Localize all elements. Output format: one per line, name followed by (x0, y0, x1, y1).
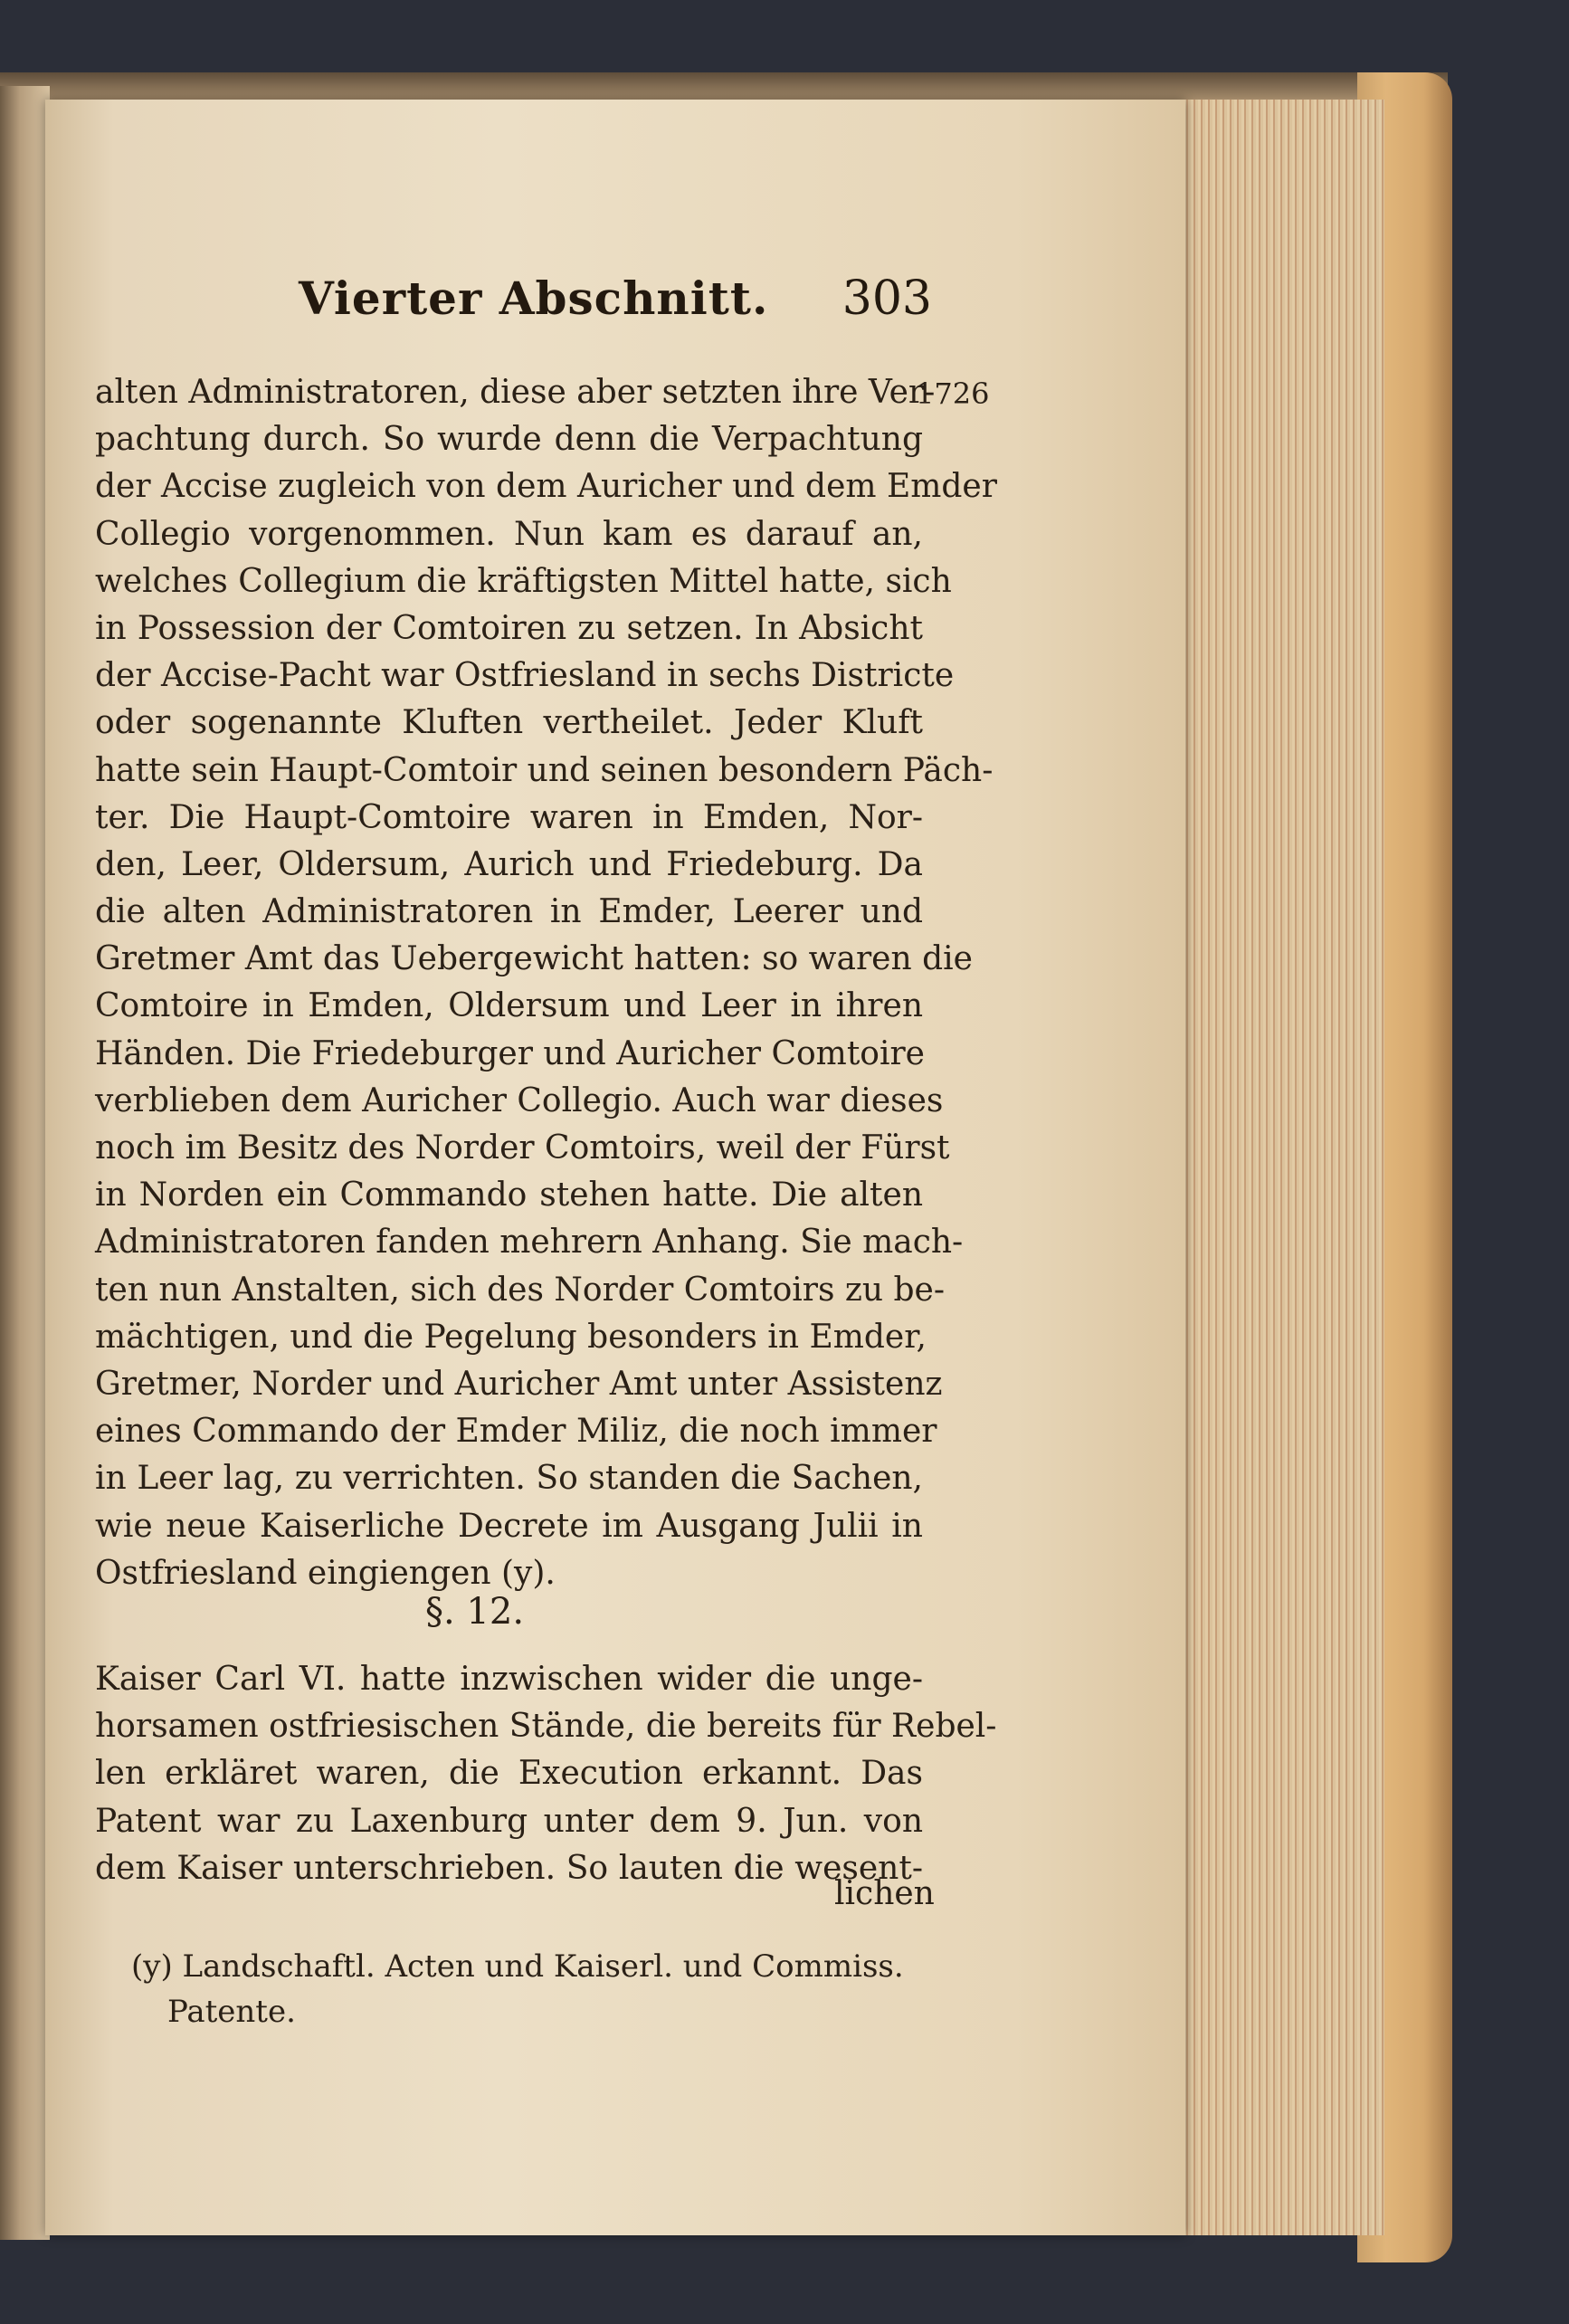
text-line: hatte sein Haupt-Comtoir und seinen besondern Päch- (95, 751, 994, 789)
text-line: noch im Besitz des Norder Comtoirs, weil der Fürst (95, 1129, 950, 1167)
text-line: eines Commando der Emder Miliz, die noch immer (95, 1413, 937, 1451)
text-line: dem Kaiser unterschrieben. So lauten die wesent- (95, 1849, 923, 1887)
text-line: welches Collegium die kräftigsten Mittel hatte, sich (95, 562, 952, 600)
text-line: in Leer lag, zu verrichten. So standen die Sachen, (95, 1460, 923, 1498)
text-line: Kaiser Carl VI. hatte inzwischen wider die unge- (95, 1661, 923, 1698)
text-line: pachtung durch. So wurde denn die Verpachtung (95, 421, 923, 459)
paragraph-2 (95, 1656, 997, 1892)
running-head (299, 271, 932, 344)
text-line: ten nun Anstalten, sich des Norder Comtoirs zu be- (95, 1271, 946, 1309)
text-line: wie neue Kaiserliche Decrete im Ausgang Julii in (95, 1507, 923, 1545)
text-line: in Possession der Comtoiren zu setzen. In Absicht (95, 609, 923, 647)
text-line: alten Administratoren, diese aber setzten ihre Ver- (95, 374, 936, 411)
page-number: 303 (842, 271, 932, 326)
footnote (131, 1944, 927, 2034)
text-line: Händen. Die Friedeburger und Auricher Comtoire (95, 1034, 925, 1072)
page-edges (1176, 100, 1384, 2235)
text-line: Gretmer Amt das Uebergewicht hatten: so waren die (95, 940, 973, 978)
section-number: §. 12. (425, 1591, 525, 1633)
chapter-title: Vierter Abschnitt. (299, 271, 769, 325)
text-line: Comtoire in Emden, Oldersum und Leer in ihren (95, 987, 923, 1025)
text-line: len erkläret waren, die Execution erkannt. Das (95, 1755, 923, 1793)
text-line: horsamen ostfriesischen Stände, die bereits für Rebel- (95, 1708, 997, 1746)
text-line: Patent war zu Laxenburg unter dem 9. Jun. von (95, 1802, 923, 1840)
footnote-line: (y) Landschaftl. Acten und Kaiserl. und Commiss. (131, 1948, 904, 1985)
text-line: ter. Die Haupt-Comtoire waren in Emden, Nor- (95, 798, 923, 836)
text-line: die alten Administratoren in Emder, Leerer und (95, 893, 923, 931)
text-line: Gretmer, Norder und Auricher Amt unter Assistenz (95, 1365, 943, 1403)
text-line: oder sogenannte Kluften vertheilet. Jeder Kluft (95, 704, 923, 742)
text-line: verblieben dem Auricher Collegio. Auch war dieses (95, 1081, 944, 1119)
facing-page-edge (0, 86, 50, 2240)
text-line: der Accise zugleich von dem Auricher und dem Emder (95, 468, 997, 506)
text-line: Ostfriesland eingiengen (y). (95, 1554, 556, 1592)
book-top-cover (0, 72, 1448, 101)
text-line: der Accise-Pacht war Ostfriesland in sechs Districte (95, 657, 955, 695)
footnote-line: Patente. (167, 1994, 296, 2030)
text-line: in Norden ein Commando stehen hatte. Die alten (95, 1176, 923, 1214)
text-line: Collegio vorgenommen. Nun kam es darauf an, (95, 515, 923, 553)
text-line: den, Leer, Oldersum, Aurich und Friedeburg. Da (95, 845, 923, 883)
text-line: mächtigen, und die Pegelung besonders in Emder, (95, 1318, 927, 1356)
catchword: lichen (834, 1875, 935, 1912)
margin-year: 1726 (916, 376, 990, 411)
text-line: Administratoren fanden mehrern Anhang. Sie mach- (95, 1224, 964, 1262)
